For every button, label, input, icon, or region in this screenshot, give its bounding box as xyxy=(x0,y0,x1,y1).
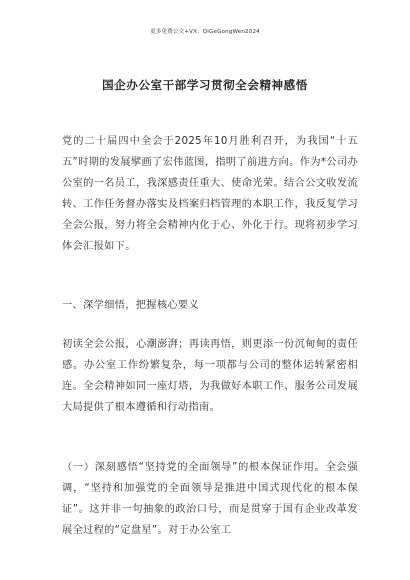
header-note: 更多免费公文+VX：QiGeGongWen2024 xyxy=(150,29,260,35)
paragraph-intro: 党的二十届四中全会于2025年10月胜利召开，为我国“十五五”时期的发展擘画了宏伟蓝图，指明了前进方向。作为*公司办公室的一名员工，我深感责任重大、使命光荣。结合公文收发流转、工作任务督办落实及档案归档管理的本职工作，我反复学习全会公报，努力将全会精神内化于心、外化于行。现将初步学习体会汇报如下。 xyxy=(62,136,358,252)
section-heading-1: 一、深学细悟，把握核心要义 xyxy=(62,300,199,311)
paragraph-section-1: 初读全会公报，心潮澎湃；再读再悟，则更添一份沉甸甸的责任感。办公室工作纷繁复杂，每一项都与公司的整体运转紧密相连。全会精神如同一座灯塔，为我做好本职工作、服务公司发展大局提供了根本遵循和行动指南。 xyxy=(62,339,358,413)
paragraph-subsection-1: （一）深刻感悟“坚持党的全面领导”的根本保证作用。全会强调，“坚持和加强党的全面领导是推进中国式现代化的根本保证”。这并非一句抽象的政治口号，而是贯穿于国有企业改革发展全过程的“定盘星”。对于办公室工 xyxy=(62,462,358,536)
document-title: 国企办公室干部学习贯彻全会精神感悟 xyxy=(102,78,308,92)
